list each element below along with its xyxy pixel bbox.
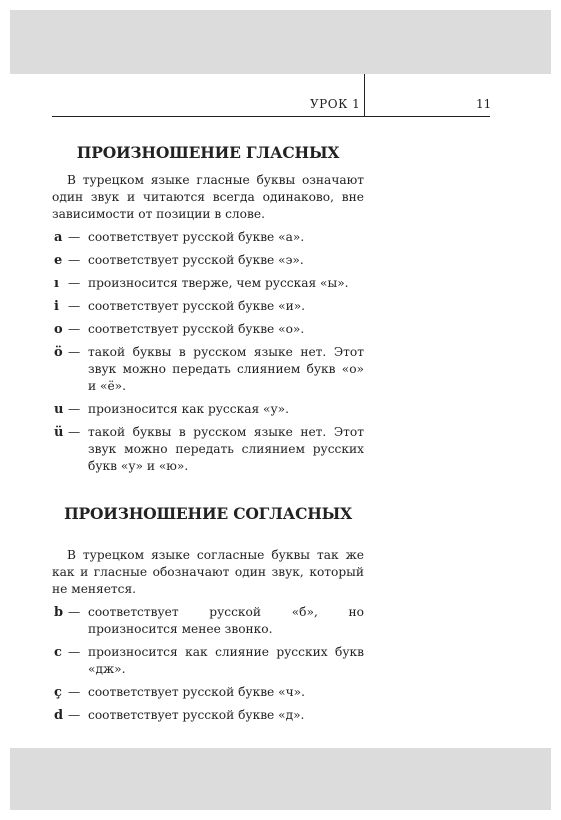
entry-letter: u xyxy=(54,402,64,417)
entry-text: соответствует русской букве «о». xyxy=(88,322,305,336)
entry-dash: — xyxy=(68,276,81,290)
entry-dash: — xyxy=(68,402,81,416)
entry-dash: — xyxy=(68,605,81,619)
vowel-entry-o-umlaut xyxy=(52,344,364,395)
vowels-intro: В турецком языке гласные буквы означают один звук и читаются всегда одинаково, вне зависимости от позиции в слове. xyxy=(52,173,364,221)
entry-letter: o xyxy=(54,322,63,337)
entry-dash: — xyxy=(68,253,81,267)
entry-letter: ç xyxy=(54,685,62,700)
header-divider xyxy=(364,74,365,116)
entry-dash: — xyxy=(68,708,81,722)
consonants-list xyxy=(52,604,364,724)
entry-text: такой буквы в русском языке нет. Этот звук можно передать слиянием русских букв «у» и «ю». xyxy=(88,425,364,473)
entry-letter: d xyxy=(54,708,64,723)
entry-text: такой буквы в русском языке нет. Этот звук можно передать слиянием букв «о» и «ё». xyxy=(88,345,364,393)
entry-text: произносится как слияние русских букв «дж». xyxy=(88,645,364,676)
consonants-title: ПРОИЗНОШЕНИЕ СОГЛАСНЫХ xyxy=(64,504,352,523)
entry-dash: — xyxy=(68,345,81,359)
vowel-entry-e xyxy=(52,252,364,269)
page-number: 11 xyxy=(476,97,492,111)
entry-letter: ö xyxy=(54,345,63,360)
entry-letter: ı xyxy=(54,276,59,291)
consonant-entry-c-cedilla xyxy=(52,684,364,701)
entry-dash: — xyxy=(68,645,81,659)
vowel-entry-o xyxy=(52,321,364,338)
entry-dash: — xyxy=(68,685,81,699)
entry-letter: a xyxy=(54,230,63,245)
running-head: УРОК 1 xyxy=(310,97,361,111)
entry-text: произносится как русская «у». xyxy=(88,402,289,416)
entry-text: соответствует русской «б», но произносится менее звонко. xyxy=(88,605,364,636)
entry-letter: ü xyxy=(54,425,64,440)
entry-text: соответствует русской букве «э». xyxy=(88,253,304,267)
vowel-entry-a xyxy=(52,229,364,246)
entry-text: соответствует русской букве «а». xyxy=(88,230,305,244)
vowel-entry-u xyxy=(52,401,364,418)
entry-text: соответствует русской букве «ч». xyxy=(88,685,305,699)
vowels-list xyxy=(52,229,364,475)
entry-dash: — xyxy=(68,230,81,244)
page-content xyxy=(52,142,364,724)
bottom-band xyxy=(10,748,551,810)
top-band xyxy=(10,10,551,74)
vowel-entry-i xyxy=(52,298,364,315)
consonants-intro: В турецком языке согласные буквы так же как и гласные обозначают один звук, который не меняется. xyxy=(52,548,364,596)
entry-letter: e xyxy=(54,253,63,268)
consonant-entry-d xyxy=(52,707,364,724)
entry-letter: i xyxy=(54,299,59,314)
entry-dash: — xyxy=(68,299,81,313)
entry-text: соответствует русской букве «д». xyxy=(88,708,305,722)
consonant-entry-c xyxy=(52,644,364,678)
entry-dash: — xyxy=(68,425,81,439)
entry-letter: c xyxy=(54,645,62,660)
vowels-title: ПРОИЗНОШЕНИЕ ГЛАСНЫХ xyxy=(76,143,340,162)
entry-text: произносится тверже, чем русская «ы». xyxy=(88,276,349,290)
vowel-entry-u-umlaut xyxy=(52,424,364,475)
header-rule xyxy=(52,116,490,117)
entry-letter: b xyxy=(54,605,64,620)
entry-text: соответствует русской букве «и». xyxy=(88,299,306,313)
vowel-entry-dotless-i xyxy=(52,275,364,292)
consonant-entry-b xyxy=(52,604,364,638)
entry-dash: — xyxy=(68,322,81,336)
